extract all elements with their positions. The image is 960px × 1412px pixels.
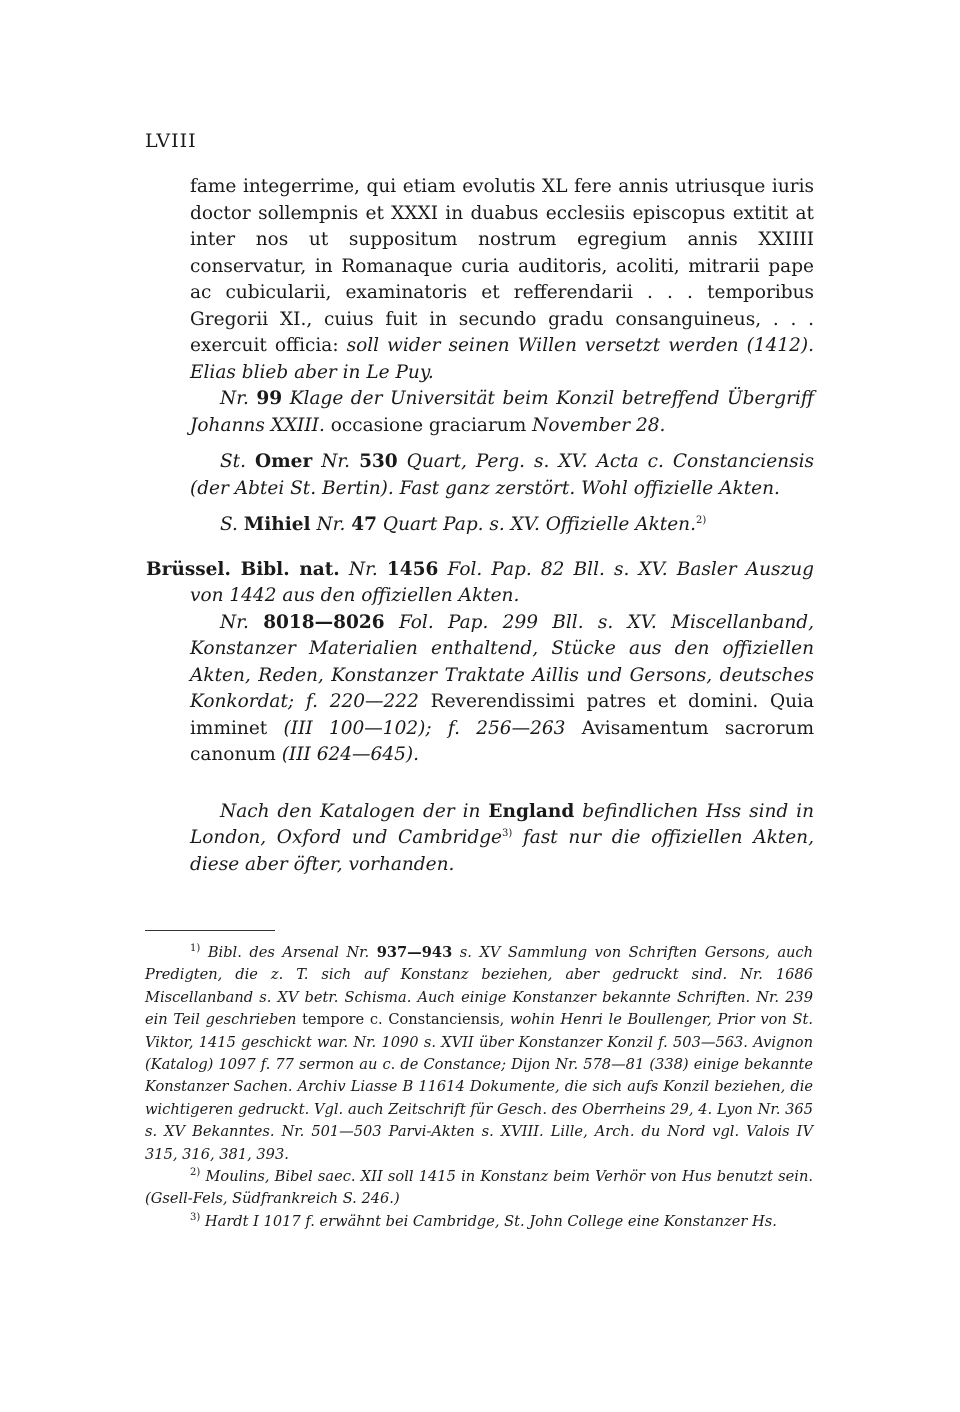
- paragraph-fame-german: soll wider seinen Willen versetzt werden (1412). Elias blieb aber in Le Puy.: [190, 335, 814, 383]
- footnote-text: Bibl. des Arsenal Nr.: [207, 944, 370, 961]
- place-name: Omer: [254, 451, 313, 472]
- nr-value: 99: [256, 388, 283, 409]
- nr-value: 937—943: [376, 944, 453, 961]
- footnote-1: [145, 942, 813, 1166]
- footnote-ref: 3): [502, 827, 513, 839]
- entry-description: Klage der Universität beim Konzil betreffend Übergriff Johanns XXIII.: [190, 388, 814, 436]
- nr-value: 1456: [386, 558, 439, 580]
- footnote-text: Moulins, Bibel saec. XII soll 1415 in Konstanz beim Verhör von Hus benutzt sein. (Gsell-Fels, Südfrankreich S. 246.): [145, 1168, 814, 1208]
- place-prefix: S.: [220, 514, 238, 535]
- entry-reference: (III 100—102); f. 256—263: [283, 717, 566, 739]
- entry-latin: Reverendissimi patres et domini. Quia imminet: [190, 691, 814, 739]
- main-text: [146, 174, 815, 878]
- footnotes: [145, 942, 813, 1233]
- england-text: Nach den Katalogen der in: [220, 800, 481, 822]
- paragraph-england: [190, 799, 814, 879]
- footnote-rule: [145, 930, 275, 931]
- nr-value: 530: [359, 451, 398, 472]
- entry-bruessel: [146, 557, 814, 610]
- place-name: Mihiel: [243, 514, 311, 535]
- entry-description: Fol. Pap. 299 Bll. s. XV. Miscellanband, Konstanzer Materialien enthaltend, Stücke aus den offiziellen Akten, Reden, Konstanzer Traktate Aillis und Gersons, deutsches Konkordat; f. 220—222: [190, 611, 814, 712]
- entry-description: Quart Pap. s. XV. Offizielle Akten.: [382, 514, 696, 535]
- footnote-text: wohin Henri le Boullenger, Prior von St. Viktor, 1415 geschickt war. Nr. 1090 s. XVII über Konstanzer Konzil f. 503—563. Avignon (Katalog) 1097 f. 77 sermon au c. de Constance; Dijon Nr. 578—81 (338) einige bekannte Konstanzer Sachen. Archiv Liasse B 11614 Dokumente, die sich aufs Konzil beziehen, die wichtigeren gedruckt. Vgl. auch Zeitschrift für Gesch. des Oberrheins 29, 4. Lyon Nr. 365 s. XV Bekanntes. Nr. 501—503 Parvi-Akten s. XVIII. Lille, Arch. du Nord vgl. Valois IV 315, 316, 381, 393.: [145, 1011, 814, 1163]
- footnote-text: s. XV Sammlung von Schriften Gersons, auch Predigten, die z. T. sich auf Konstanz beziehen, aber gedruckt sind. Nr. 1686 Miscellanband s. XV betr. Schisma. Auch einige Konstanzer bekannte Schriften. Nr. 239 ein Teil geschrieben: [145, 944, 813, 1029]
- place-name: England: [488, 800, 575, 822]
- england-text: befindlichen Hss sind in London, Oxford und Cambridge: [190, 800, 815, 848]
- footnote-mark: 2): [190, 1167, 201, 1179]
- nr-label: Nr.: [220, 611, 249, 633]
- nr-label: Nr.: [220, 388, 249, 409]
- nr-label: Nr.: [316, 514, 346, 535]
- footnote-ref: 2): [695, 514, 707, 526]
- entry-latin: occasione graciarum: [330, 414, 527, 436]
- england-text: fast nur die offiziellen Akten, diese aber öfter, vorhanden.: [190, 827, 814, 875]
- footnote-2: [145, 1166, 813, 1211]
- entry-date: November 28.: [532, 414, 666, 436]
- entry-st-omer: [190, 449, 814, 502]
- nr-label: Nr.: [348, 558, 378, 580]
- footnote-text: Hardt I 1017 f. erwähnt bei Cambridge, St. John College eine Konstanzer Hs.: [204, 1212, 777, 1230]
- nr-value: 8018—8026: [263, 611, 385, 633]
- paragraph-fame-latin: fame integerrime, qui etiam evolutis XL fere annis utriusque iuris doctor sollempnis et XXXI in duabus ecclesiis episcopus extitit at inter nos ut suppositum nostrum egregium annis XXIIII conservatur, in Romanaque curia auditoris, acoliti, mitrarii pape ac cubicularii, examinatoris et refferendarii . . . temporibus Gregorii XI., cuius fuit in secundo gradu consanguineus, . . . exercuit officia:: [190, 176, 814, 356]
- entry-description: Quart, Perg. s. XV. Acta c. Constanciensis (der Abtei St. Bertin). Fast ganz zerstört. Wohl offizielle Akten.: [190, 451, 815, 499]
- nr-label: Nr.: [321, 451, 351, 472]
- entry-nr-99: [190, 386, 814, 439]
- nr-value: 47: [351, 514, 378, 535]
- footnote-latin: tempore c. Constanciensis,: [302, 1011, 505, 1029]
- place-name: Brüssel. Bibl. nat.: [146, 558, 340, 580]
- entry-s-mihiel: [190, 512, 814, 539]
- footnote-3: [145, 1211, 813, 1233]
- place-prefix: St.: [220, 451, 246, 472]
- entry-reference: (III 624—645).: [281, 744, 419, 765]
- entry-nr-8018: [190, 610, 814, 769]
- footnote-mark: 1): [190, 943, 201, 955]
- page-number: LVIII: [145, 130, 197, 152]
- entry-description: Fol. Pap. 82 Bll. s. XV. Basler Auszug von 1442 aus den offiziellen Akten.: [190, 558, 814, 606]
- entry-latin: Avisamentum sacrorum canonum: [190, 717, 814, 765]
- paragraph-fame: [190, 174, 814, 386]
- footnote-mark: 3): [190, 1212, 201, 1224]
